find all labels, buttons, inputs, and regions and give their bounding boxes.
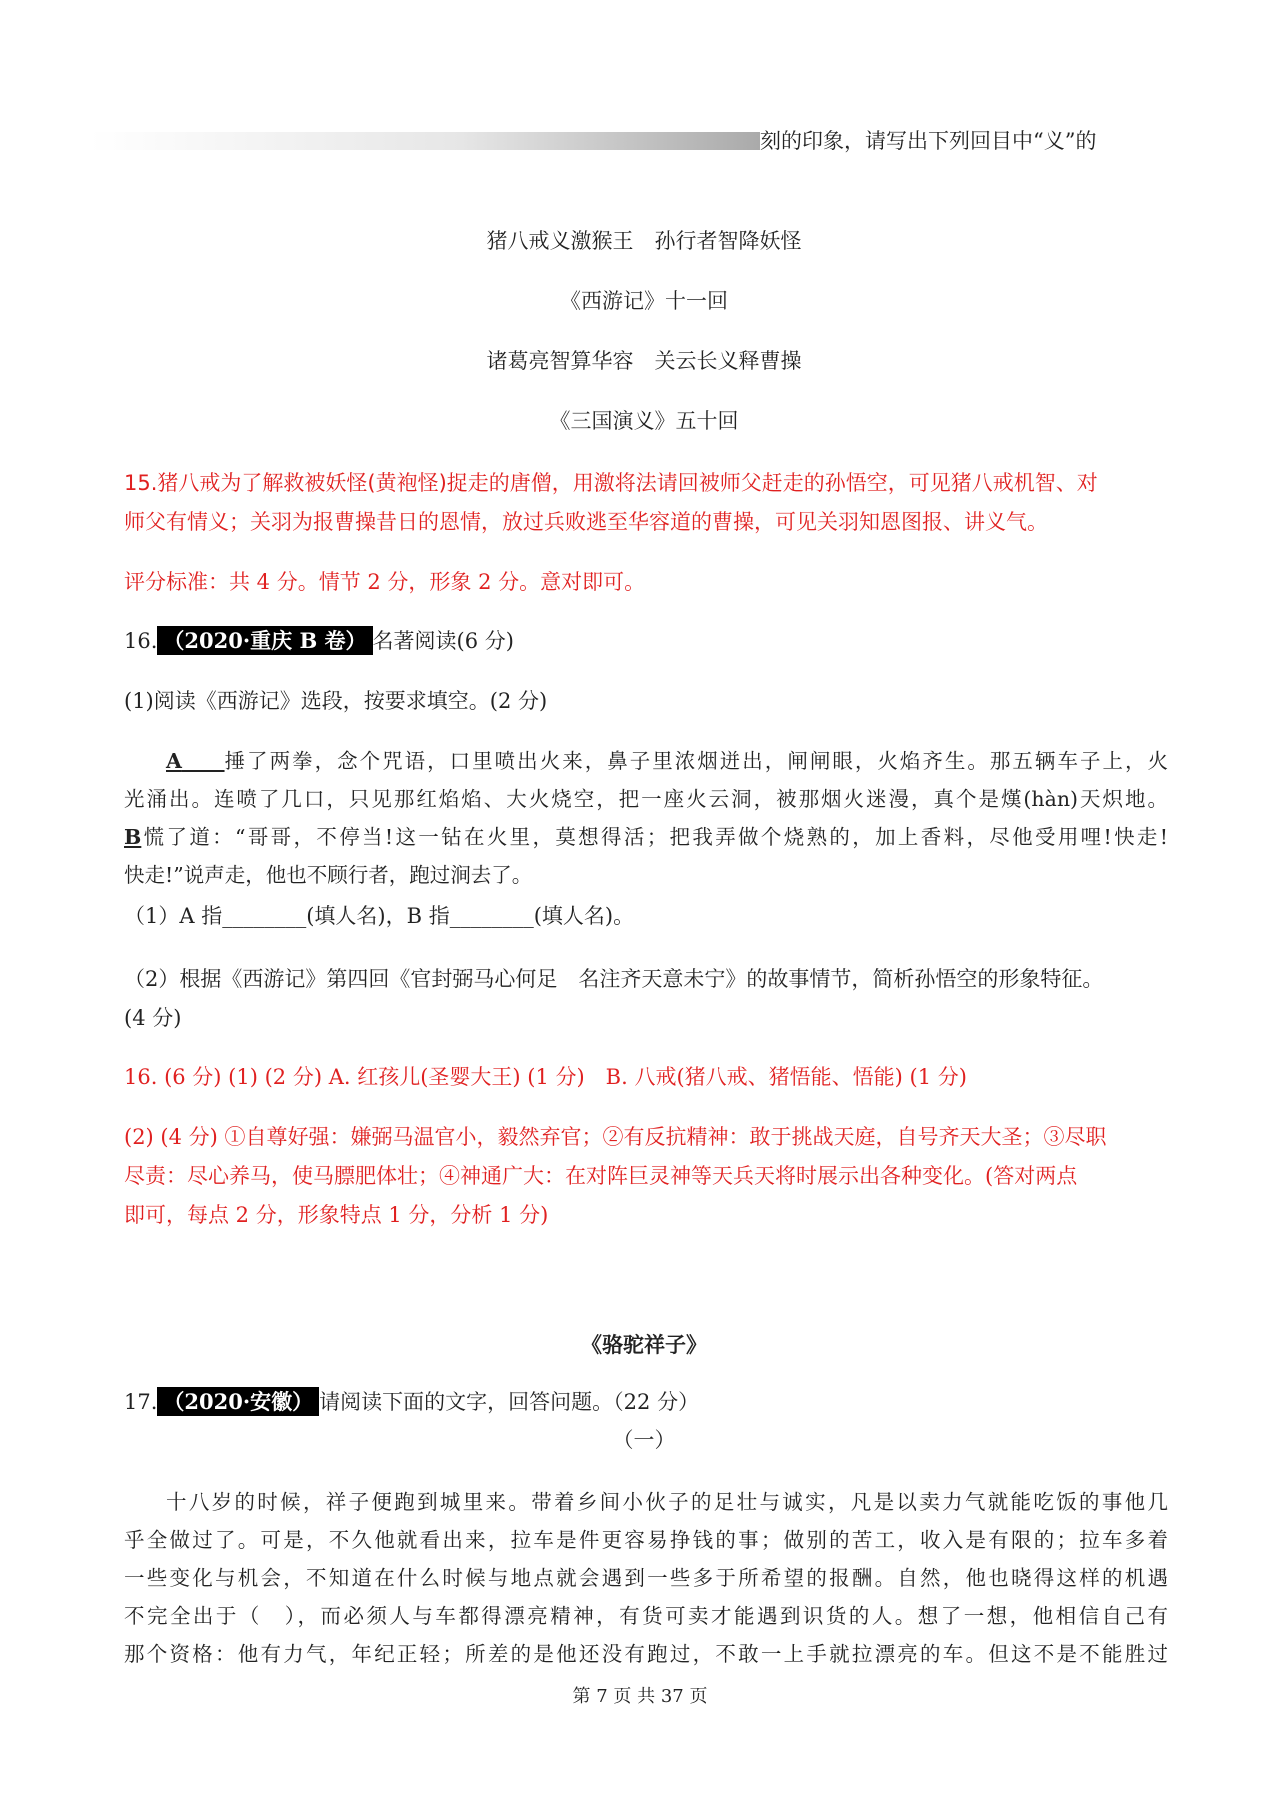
source-tag: （2020·安徽）: [157, 1387, 319, 1416]
source-tag: （2020·重庆 B 卷）: [157, 626, 372, 655]
answer-16-part-2-line-1: (2) (4 分) ①自尊好强：嫌弼马温官小，毅然弃官；②有反抗精神：敢于挑战天庭，自号齐天大圣；③尽职: [124, 1125, 1107, 1149]
blank-b-mark: B: [124, 825, 142, 849]
blank-a-underline: [182, 749, 225, 773]
answer-16-part-2-line-3: 即可，每点 2 分，形象特点 1 分，分析 1 分): [124, 1203, 549, 1227]
question-title: 名著阅读(6 分): [372, 629, 514, 653]
passage-text: 捶了两拳，念个咒语，口里喷出火来，鼻子里浓烟迸出，闸闸眼，火焰齐生。那五辆车子上，火: [224, 749, 1168, 773]
page-footer: 第 7 页 共 37 页: [572, 1686, 708, 1707]
passage-text: 十八岁的时候，祥子便跑到城里来。带着乡间小伙子的足壮与诚实，凡是以卖力气就能吃饭的事他几: [166, 1490, 1168, 1514]
reading-passage: [124, 1483, 1168, 1673]
chapter-source-2: 《三国演义》五十回: [549, 409, 739, 433]
passage-line: 那个资格：他有力气，年纪正轻；所差的是他还没有跑过，不敢一上手就拉漂亮的车。但这不是不能胜过: [124, 1642, 1168, 1666]
passage-line: [124, 1483, 1168, 1521]
blank-a-mark: A: [166, 749, 182, 773]
scoring-standard: 评分标准：共 4 分。情节 2 分，形象 2 分。意对即可。: [124, 570, 646, 594]
passage-line: 一些变化与机会，不知道在什么时候与地点就会遇到一些多于所希望的报酬。自然，他也晓得这样的机遇: [124, 1566, 1168, 1590]
answer-15-line-2: 师父有情义；关羽为报曹操昔日的恩情，放过兵败逃至华容道的曹操，可见关羽知恩图报、讲义气。: [124, 510, 1048, 534]
passage-line: 光涌出。连喷了几口，只见那红焰焰、大火烧空，把一座火云洞，被那烟火迷漫，真个是熯(hàn)天炽地。: [124, 787, 1168, 811]
passage-line: [124, 742, 1168, 780]
passage-line: [124, 818, 1168, 856]
passage-text: 慌了道：“哥哥，不停当!这一钻在火里，莫想得活；把我弄做个烧熟的，加上香料，尽他受用哩!快走!: [141, 825, 1168, 849]
passage-line: 不完全出于（ ），而必须人与车都得漂亮精神，有货可卖才能遇到识货的人。想了一想，他相信自己有: [124, 1604, 1168, 1628]
subquestion-1: (1)阅读《西游记》选段，按要求填空。(2 分): [124, 689, 548, 713]
question-number: 16.: [124, 629, 158, 653]
question-17-heading: [124, 1383, 1164, 1421]
section-title: 《骆驼祥子》: [581, 1332, 707, 1357]
subquestion-2-line-1: （2）根据《西游记》第四回《官封弼马心何足 名注齐天意未宁》的故事情节，简析孙悟空的形象特征。: [124, 967, 1104, 991]
question-number: 17.: [124, 1390, 158, 1414]
subquestion-2-line-2: (4 分): [124, 1006, 182, 1030]
fill-blank-instruction: （1）A 指________(填人名)，B 指________(填人名)。: [124, 904, 635, 928]
question-16-heading: [124, 622, 1164, 660]
chapter-source-1: 《西游记》十一回: [560, 289, 728, 313]
header-fade-bar: [90, 132, 760, 150]
passage-excerpt: [124, 742, 1168, 894]
chapter-title-2: 诸葛亮智算华容 关云长义释曹操: [486, 349, 802, 373]
passage-line: 快走!”说声走，他也不顾行者，跑过涧去了。: [124, 863, 533, 887]
answer-16-part-1: 16. (6 分) (1) (2 分) A. 红孩儿(圣婴大王) (1 分) B. 八戒(猪八戒、猪悟能、悟能) (1 分): [124, 1065, 967, 1089]
question-title: 请阅读下面的文字，回答问题。（22 分）: [319, 1390, 700, 1414]
answer-16-part-2-line-2: 尽责：尽心养马，使马膘肥体壮；④神通广大：在对阵巨灵神等天兵天将时展示出各种变化。(答对两点: [124, 1164, 1078, 1188]
chapter-title-1: 猪八戒义激猴王 孙行者智降妖怪: [486, 229, 802, 253]
part-label: （一）: [612, 1428, 676, 1452]
header-text: 刻的印象，请写出下列回目中“义”的: [760, 129, 1097, 153]
passage-line: 乎全做过了。可是，不久他就看出来，拉车是件更容易挣钱的事；做别的苦工，收入是有限的；拉车多着: [124, 1528, 1168, 1552]
answer-15-line-1: 15.猪八戒为了解救被妖怪(黄袍怪)捉走的唐僧，用激将法请回被师父赶走的孙悟空，可见猪八戒机智、对: [124, 471, 1098, 495]
